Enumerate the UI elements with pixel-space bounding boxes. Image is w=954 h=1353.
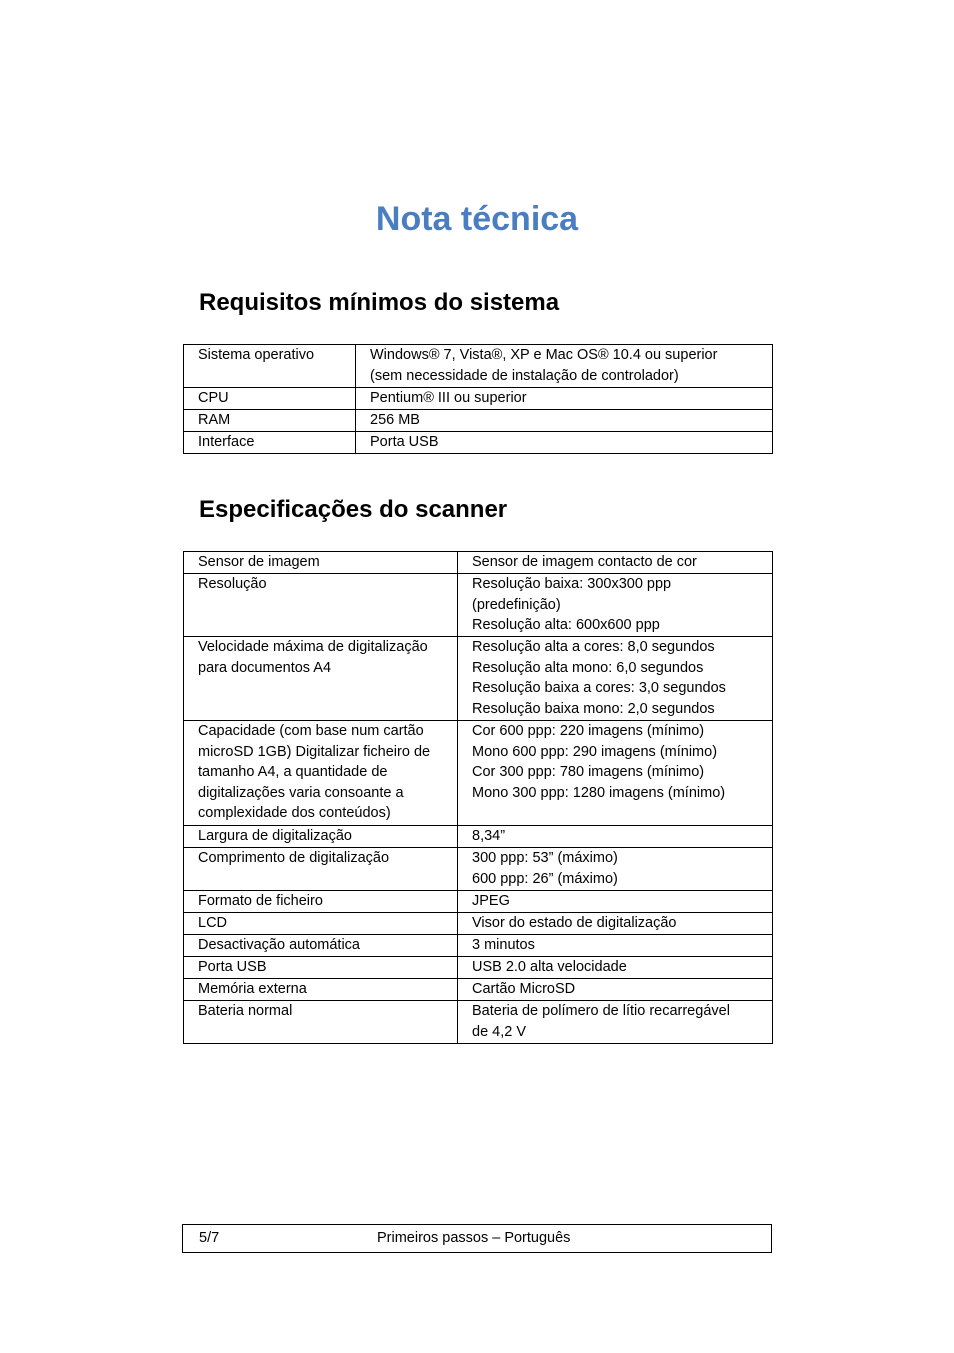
value-cell: 300 ppp: 53” (máximo) 600 ppp: 26” (máximo) [458, 848, 773, 891]
table-row [184, 345, 773, 388]
scanner-specs-table [183, 551, 773, 1044]
value-cell: Cor 600 ppp: 220 imagens (mínimo) Mono 600 ppp: 290 imagens (mínimo) Cor 300 ppp: 780 imagens (mínimo) Mono 300 ppp: 1280 imagens (mínimo) [458, 721, 773, 826]
table-row [184, 935, 773, 957]
table-row [184, 957, 773, 979]
table-row [184, 432, 773, 454]
value-cell: JPEG [458, 891, 773, 913]
footer-text: Primeiros passos – Português [377, 1230, 571, 1246]
table-row [184, 891, 773, 913]
table-row [184, 637, 773, 721]
label-cell: Porta USB [184, 957, 458, 979]
page-number: 5/7 [199, 1230, 220, 1246]
value-cell: Resolução alta a cores: 8,0 segundos Resolução alta mono: 6,0 segundos Resolução baixa a cores: 3,0 segundos Resolução baixa mono: 2,0 segundos [458, 637, 773, 721]
value-cell: 256 MB [356, 410, 773, 432]
table-row [184, 913, 773, 935]
label-cell: Velocidade máxima de digitalização para documentos A4 [184, 637, 458, 721]
table-row [184, 410, 773, 432]
value-cell: Visor do estado de digitalização [458, 913, 773, 935]
table-row [184, 552, 773, 574]
label-cell: Memória externa [184, 979, 458, 1001]
value-cell: Porta USB [356, 432, 773, 454]
label-cell: LCD [184, 913, 458, 935]
label-cell: Capacidade (com base num cartão microSD 1GB) Digitalizar ficheiro de tamanho A4, a quantidade de digitalizações varia consoante a complexidade dos conteúdos) [184, 721, 458, 826]
value-cell: USB 2.0 alta velocidade [458, 957, 773, 979]
scanner-specs-heading: Especificações do scanner [199, 496, 508, 523]
value-cell: 3 minutos [458, 935, 773, 957]
value-cell: 8,34” [458, 826, 773, 848]
value-cell: Cartão MicroSD [458, 979, 773, 1001]
label-cell: Desactivação automática [184, 935, 458, 957]
system-requirements-heading: Requisitos mínimos do sistema [199, 289, 560, 316]
table-row [184, 848, 773, 891]
value-cell: Windows® 7, Vista®, XP e Mac OS® 10.4 ou superior (sem necessidade de instalação de controlador) [356, 345, 773, 388]
table-row [184, 388, 773, 410]
table-row [184, 574, 773, 637]
label-cell: Sistema operativo [184, 345, 356, 388]
label-cell: Sensor de imagem [184, 552, 458, 574]
value-cell: Resolução baixa: 300x300 ppp (predefinição) Resolução alta: 600x600 ppp [458, 574, 773, 637]
table-row [184, 826, 773, 848]
label-cell: Bateria normal [184, 1001, 458, 1044]
table-row [184, 979, 773, 1001]
label-cell: Largura de digitalização [184, 826, 458, 848]
table-row [184, 721, 773, 826]
label-cell: Comprimento de digitalização [184, 848, 458, 891]
label-cell: RAM [184, 410, 356, 432]
page-title: Nota técnica [375, 200, 579, 238]
value-cell: Sensor de imagem contacto de cor [458, 552, 773, 574]
value-cell: Pentium® III ou superior [356, 388, 773, 410]
label-cell: Formato de ficheiro [184, 891, 458, 913]
label-cell: Resolução [184, 574, 458, 637]
page-footer [182, 1224, 772, 1253]
table-row [184, 1001, 773, 1044]
label-cell: CPU [184, 388, 356, 410]
label-cell: Interface [184, 432, 356, 454]
system-requirements-table [183, 344, 773, 454]
value-cell: Bateria de polímero de lítio recarregável de 4,2 V [458, 1001, 773, 1044]
